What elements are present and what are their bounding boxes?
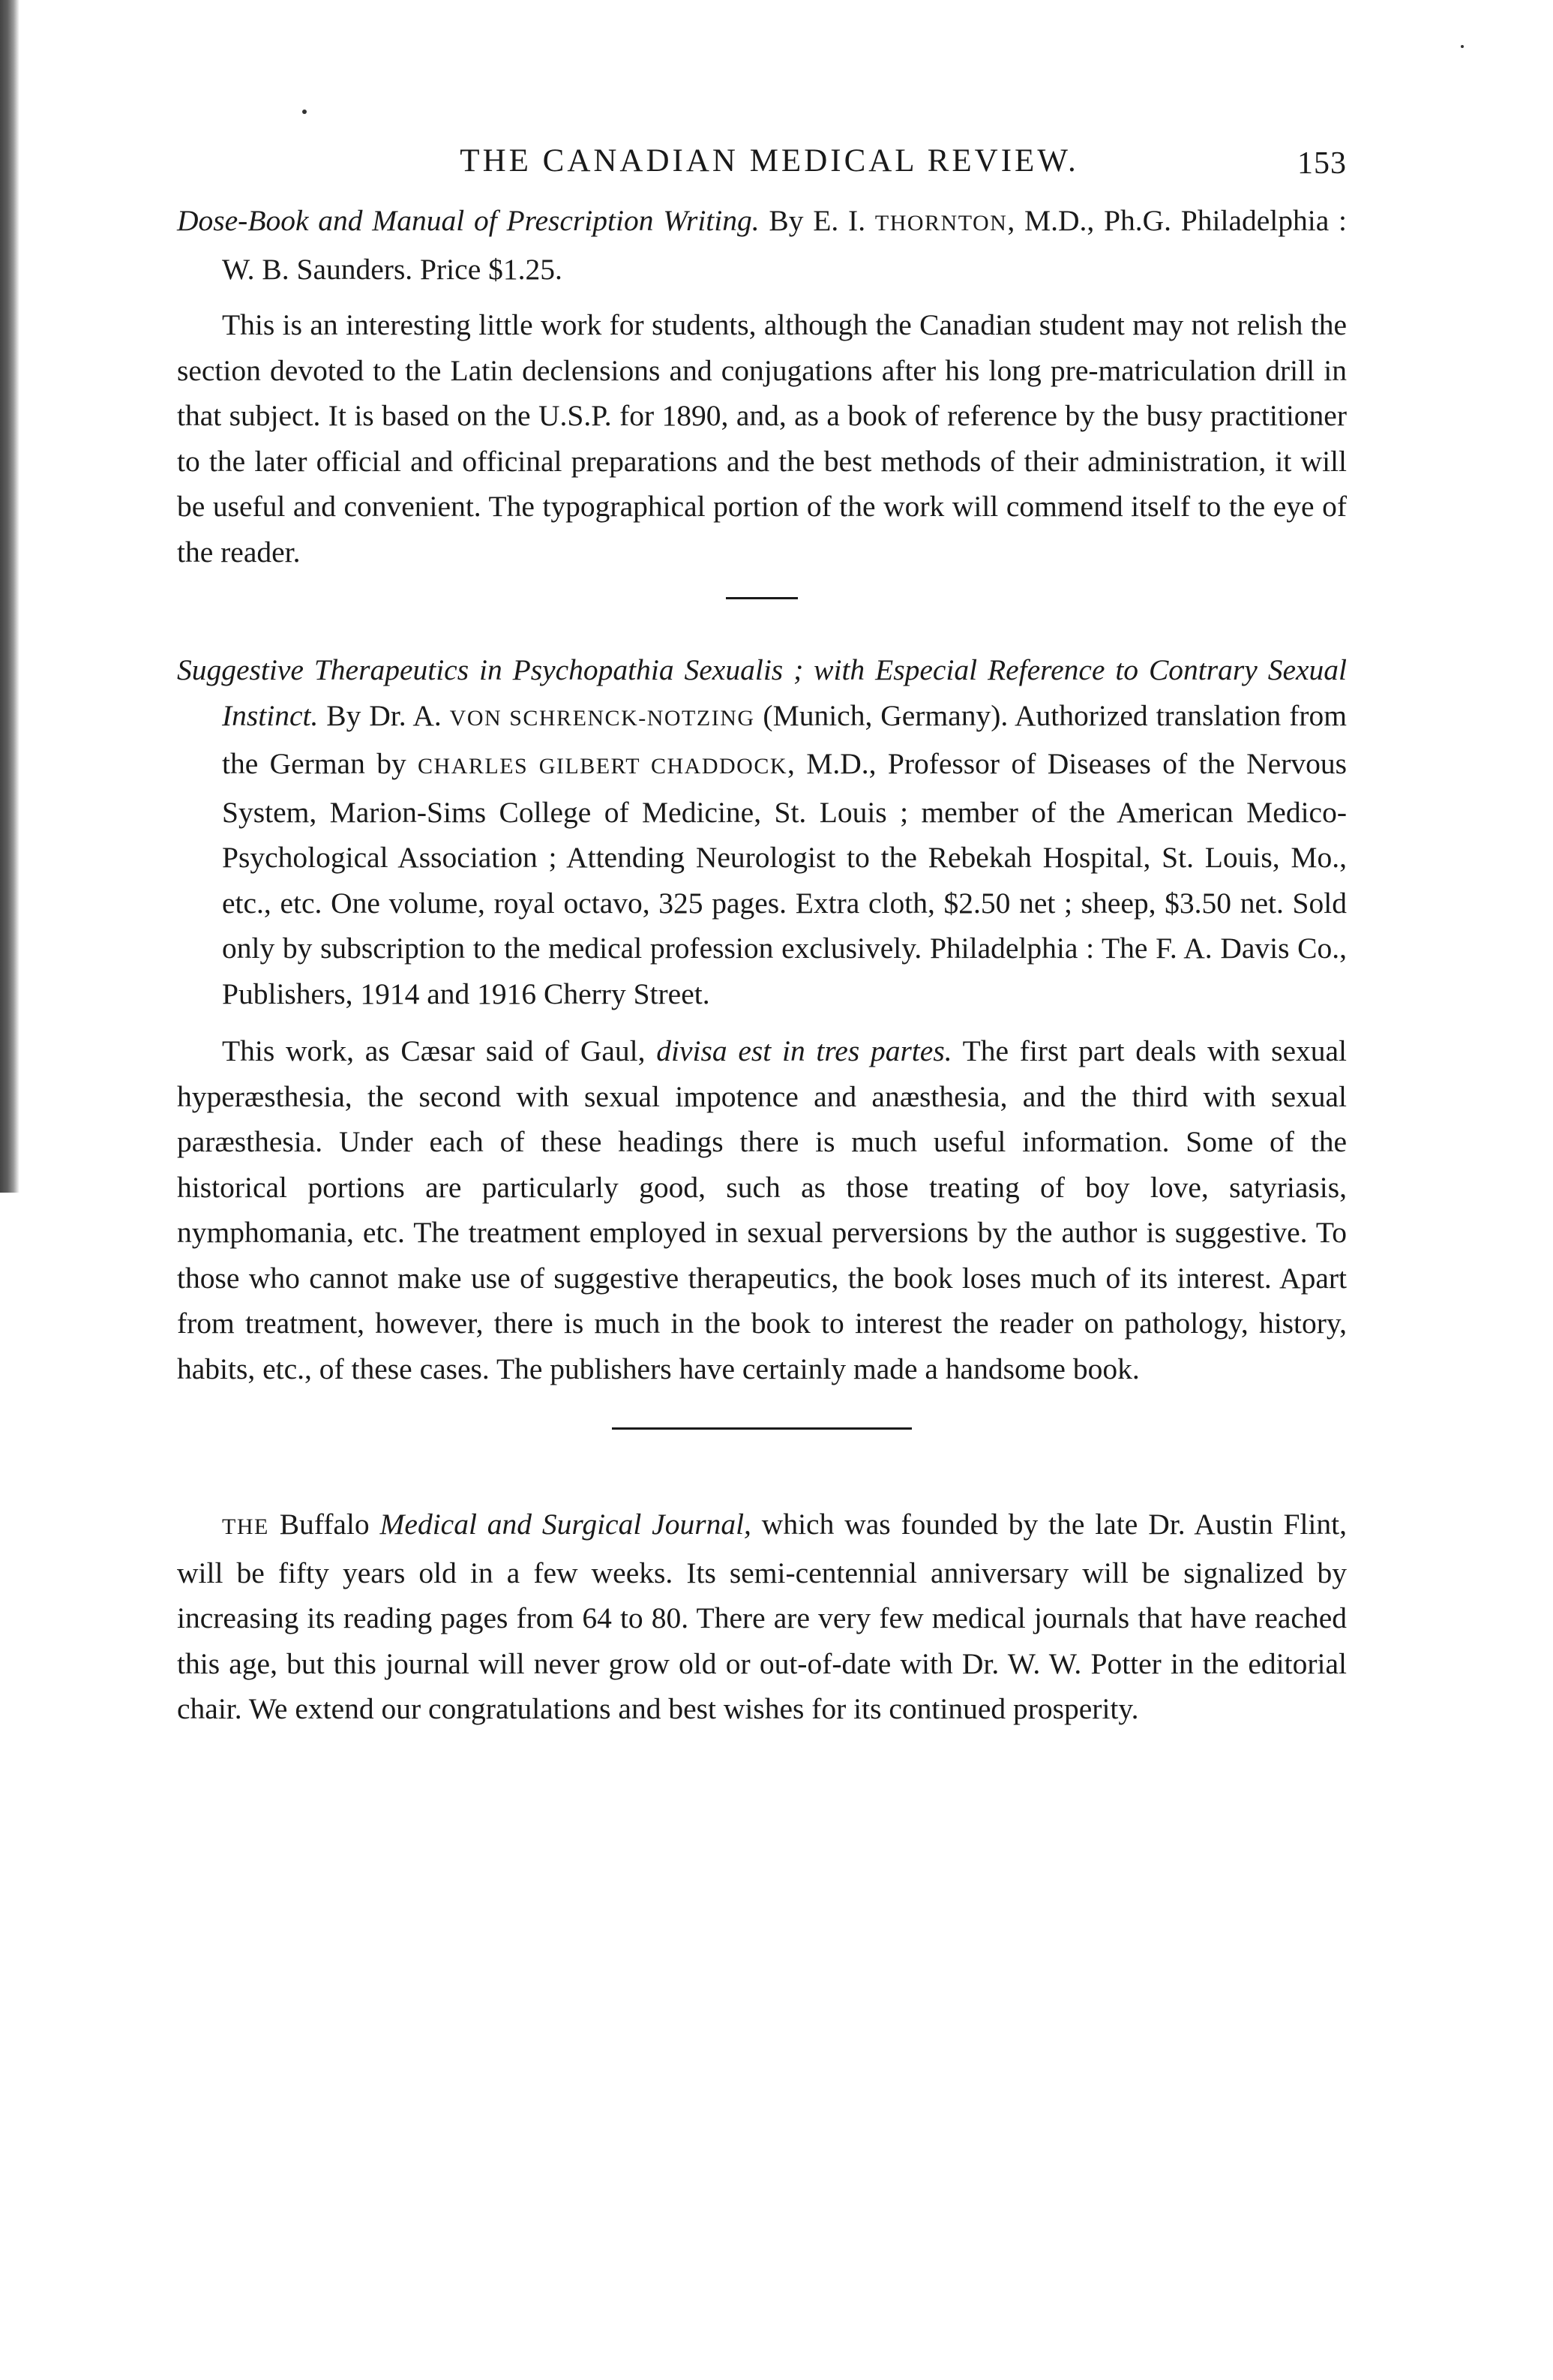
- notice-opening: Buffalo: [268, 1508, 380, 1541]
- review2-by: By Dr. A.: [318, 698, 450, 732]
- running-head: [177, 135, 1347, 188]
- review2-book-title: Suggestive Therapeutics in Psychopathia Sexualis ; with Especial Reference to Contrary Sexual Instinct.: [177, 653, 1347, 732]
- notice-journal-title: Medical and Surgical Journal,: [379, 1508, 751, 1541]
- review2-citation: [177, 647, 1347, 1016]
- review1-author: THORNTON: [874, 211, 1008, 236]
- page-number: 153: [1297, 146, 1347, 181]
- review1-body: This is an interesting little work for students, although the Canadian student may not relish the section devoted to the Latin declensions and conjugations after his long pre-matriculation drill in that subject. It is based on the U.S.P. for 1890, and, as a book of reference by the busy practitioner to the later official and officinal preparations and the best methods of their administration, it will be useful and convenient. The typographical portion of the work will commend itself to the eye of the reader.: [177, 308, 1347, 569]
- review2-translator: CHARLES GILBERT CHADDOCK: [418, 754, 788, 779]
- review1-publication-details: , M.D., Ph.G. Philadelphia : W. B. Saunders. Price $1.25.: [222, 204, 1348, 286]
- review2-publication-details: , M.D., Professor of Diseases of the Nervous System, Marion-Sims College of Medicine, St. Louis ; member of the American Medico-Psychological Association ; Attending Neurologist to the Rebekah Hospital, St. Louis, Mo., etc., etc. One volume, royal octavo, 325 pages. Extra cloth, $2.50 net ; sheep, $3.50 net. Sold only by subscription to the medical profession exclusively. Philadelphia : The F. A. Davis Co., Publishers, 1914 and 1916 Cherry Street.: [222, 747, 1347, 1010]
- review2-body-text: The first part deals with sexual hyperæsthesia, the second with sexual impotence and anæsthesia, and the third with sexual paræsthesia. Under each of these headings there is much useful information. Some of the historical portions are particularly good, such as those treating of boy love, satyriasis, nymphomania, etc. The treatment employed in sexual perversions by the author is suggestive. To those who cannot make use of suggestive therapeutics, the book loses much of its interest. Apart from treatment, however, there is much in the book to interest the reader on pathology, history, habits, etc., of these cases. The publishers have certainly made a handsome book.: [177, 1034, 1348, 1385]
- review2-body: [177, 1028, 1347, 1391]
- review2-body-opening: This work, as Cæsar said of Gaul,: [222, 1034, 657, 1067]
- binding-shadow: [0, 0, 19, 1193]
- journal-running-title: THE CANADIAN MEDICAL REVIEW.: [460, 143, 1079, 179]
- review2-translation-note: (Munich, Germany). Authorized translation from the German by: [222, 698, 1347, 780]
- page: [177, 135, 1347, 1732]
- buffalo-journal-notice: [177, 1502, 1347, 1732]
- review1-book-title: Dose-Book and Manual of Prescription Writing.: [177, 204, 760, 237]
- review1-citation: [177, 198, 1347, 292]
- notice-body: which was founded by the late Dr. Austin Flint, will be fifty years old in a few weeks. Its semi-centennial anniversary will be signalized by increasing its reading pages from 64 to 80. There are very few medical journals that have reached this age, but this journal will never grow old or out-of-date with Dr. W. W. Potter in the editorial chair. We extend our congratulations and best wishes for its continued prosperity.: [177, 1508, 1347, 1725]
- notice-lead-word: THE: [222, 1514, 269, 1539]
- review2-latin-quote: divisa est in tres partes.: [656, 1034, 952, 1067]
- review2-author: VON SCHRENCK-NOTZING: [449, 705, 755, 731]
- ink-speck: [302, 110, 307, 114]
- review1-by: By E. I.: [759, 204, 875, 237]
- ink-speck: [1461, 45, 1464, 48]
